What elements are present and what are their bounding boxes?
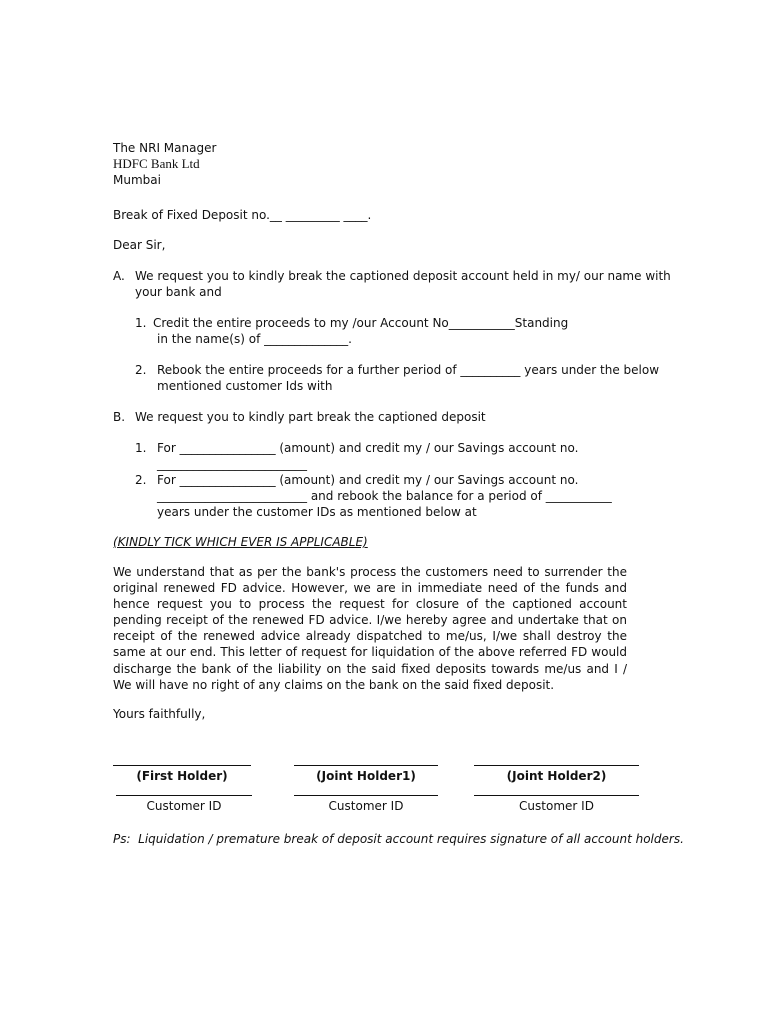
subject-line: Break of Fixed Deposit no.__ _________ ____. <box>113 208 372 222</box>
customer-id-label: Customer ID <box>328 799 404 813</box>
postscript: Ps: Liquidation / premature break of deposit account requires signature of all account holders. <box>113 832 684 846</box>
customer-id-label: Customer ID <box>146 799 222 813</box>
section-a-marker: A. <box>113 269 125 283</box>
signature-line <box>474 765 639 766</box>
section-a-item2-line1: Rebook the entire proceeds for a further period of __________ years under the below <box>157 363 660 377</box>
recipient-title: The NRI Manager <box>113 141 217 155</box>
section-b-item1-line1: For ________________ (amount) and credit my / our Savings account no. <box>157 441 579 455</box>
holder-label: (Joint Holder1) <box>316 769 416 783</box>
section-b-marker: B. <box>113 410 126 424</box>
section-b-item2-line1: For ________________ (amount) and credit my / our Savings account no. <box>157 473 579 487</box>
holder-label: (First Holder) <box>136 769 228 783</box>
holder-label: (Joint Holder2) <box>506 769 607 783</box>
customer-id-block-joint2 <box>474 795 639 813</box>
signature-block-joint-holder1 <box>294 765 438 783</box>
section-a-item2-line2: mentioned customer Ids with <box>157 379 333 393</box>
salutation: Dear Sir, <box>113 238 166 252</box>
section-b-item2-line3: years under the customer IDs as mentioned below at <box>157 505 477 519</box>
section-a-item1-line1: Credit the entire proceeds to my /our Account No___________Standing <box>153 316 569 330</box>
signature-line <box>113 765 251 766</box>
customer-id-line <box>116 795 252 796</box>
section-a-line2: your bank and <box>135 285 222 299</box>
signature-block-joint-holder2 <box>474 765 639 783</box>
tick-note: (KINDLY TICK WHICH EVER IS APPLICABLE) <box>113 535 368 549</box>
section-b-item1-number: 1. <box>135 441 147 455</box>
customer-id-line <box>474 795 639 796</box>
signature-line <box>294 765 438 766</box>
customer-id-line <box>294 795 438 796</box>
section-a-line1: We request you to kindly break the captioned deposit account held in my/ our name with <box>135 269 671 283</box>
section-b-item2-line2: _________________________ and rebook the balance for a period of ___________ <box>157 489 612 503</box>
city: Mumbai <box>113 173 161 187</box>
customer-id-block-first <box>116 795 252 813</box>
section-b-item2-number: 2. <box>135 473 147 487</box>
section-a-item1-line2: in the name(s) of ______________. <box>157 332 352 346</box>
signature-block-first-holder <box>113 765 251 783</box>
customer-id-block-joint1 <box>294 795 438 813</box>
bank-name: HDFC Bank Ltd <box>113 156 200 171</box>
section-a-item2-number: 2. <box>135 363 147 377</box>
section-a-item1-number: 1. <box>135 316 147 330</box>
section-b-line1: We request you to kindly part break the captioned deposit <box>135 410 486 424</box>
section-b-item1-line2: _________________________ <box>157 457 307 471</box>
body-paragraph: We understand that as per the bank's process the customers need to surrender the original renewed FD advice. However, we are in immediate need of the funds and hence request you to process the request for closure of the captioned account pending receipt of the renewed FD advice. I/we hereby agree and undertake that on receipt of the renewed advice already dispatched to me/us, I/we shall destroy the same at our end. This letter of request for liquidation of the above referred FD would discharge the bank of the liability on the said fixed deposits towards me/us and I / We will have no right of any claims on the bank on the said fixed deposit. <box>113 565 627 692</box>
customer-id-label: Customer ID <box>519 799 594 813</box>
closing: Yours faithfully, <box>113 707 206 721</box>
